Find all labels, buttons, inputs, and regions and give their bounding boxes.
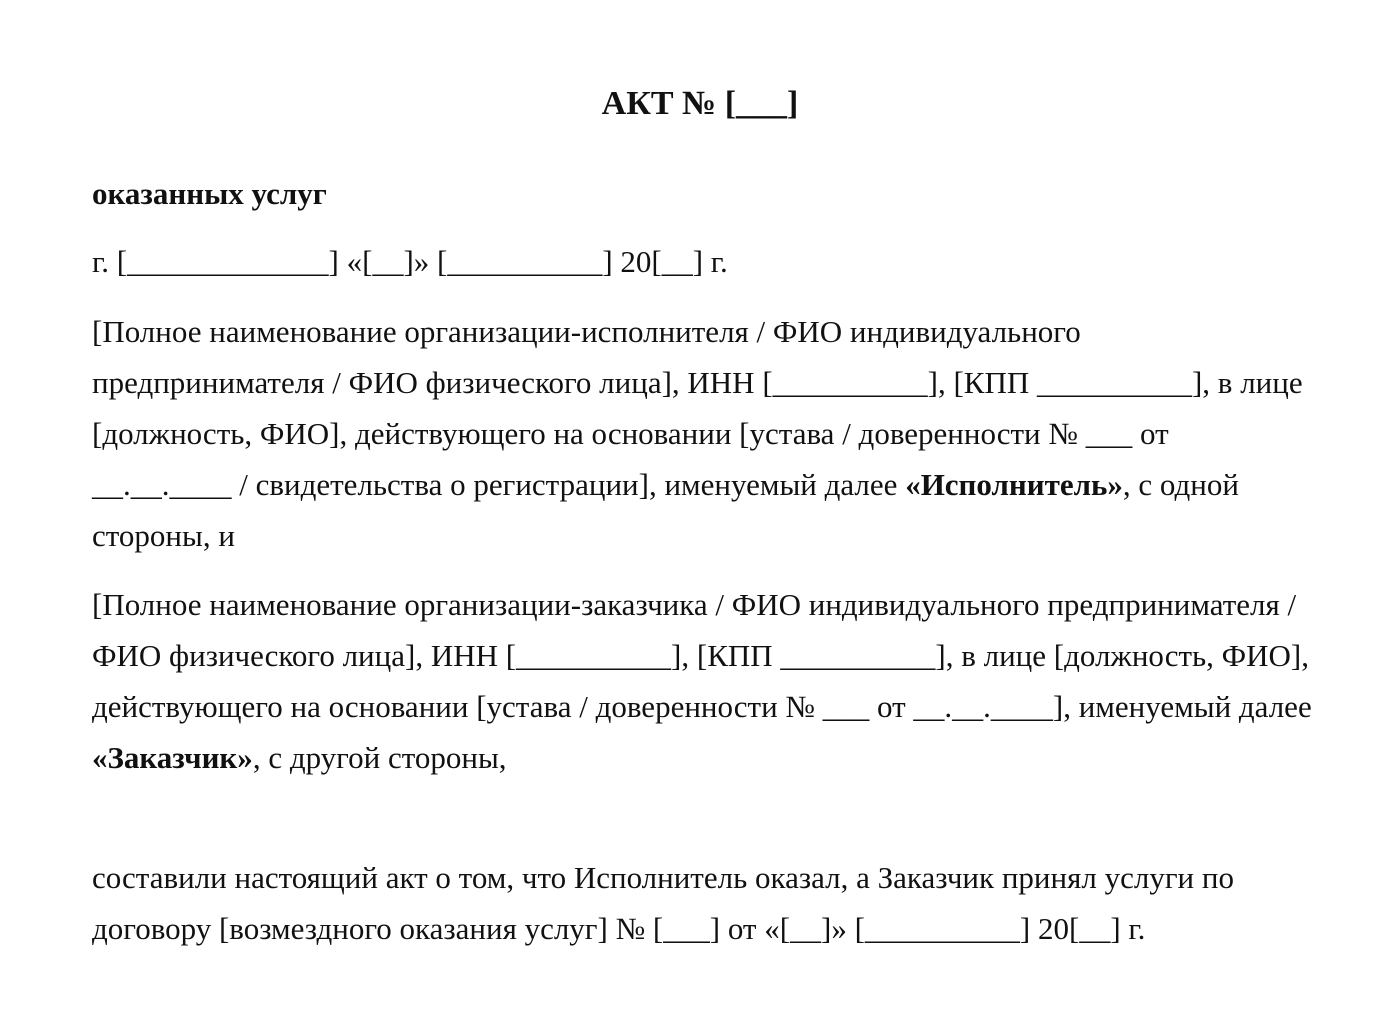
closing-paragraph: составили настоящий акт о том, что Исполнитель оказал, а Заказчик принял услуги по договору [возмездного оказания услуг] № [___] от «[__]» [__________] 20[__] г. (92, 860, 1234, 946)
executor-text-before: [Полное наименование организации-исполнителя / ФИО индивидуального предпринимателя / ФИО физического лица], ИНН [__________], [КПП __________], в лице [должность, ФИО], действующего на основании [устава / доверенности № ___ от __.__.____ / свидетельства о регистрации], именуемый далее (92, 314, 1303, 502)
place-date-line: г. [_____________] «[__]» [__________] 20[__] г. (92, 244, 728, 279)
customer-role: «Заказчик» (92, 740, 253, 775)
document-subtitle: оказанных услуг (92, 176, 327, 211)
executor-paragraph (92, 306, 1314, 561)
customer-paragraph (92, 579, 1314, 783)
document-title: АКТ № [___] (601, 85, 799, 122)
executor-role: «Исполнитель» (905, 467, 1123, 502)
executor-text-after: , с одной стороны, и (92, 467, 1239, 553)
customer-text-after: , с другой стороны, (252, 740, 507, 775)
customer-text-before: [Полное наименование организации-заказчика / ФИО индивидуального предпринимателя / ФИО физического лица], ИНН [__________], [КПП __________], в лице [должность, ФИО], действующего на основании [устава / доверенности № ___ от __.__.____], именуемый далее (92, 587, 1312, 724)
